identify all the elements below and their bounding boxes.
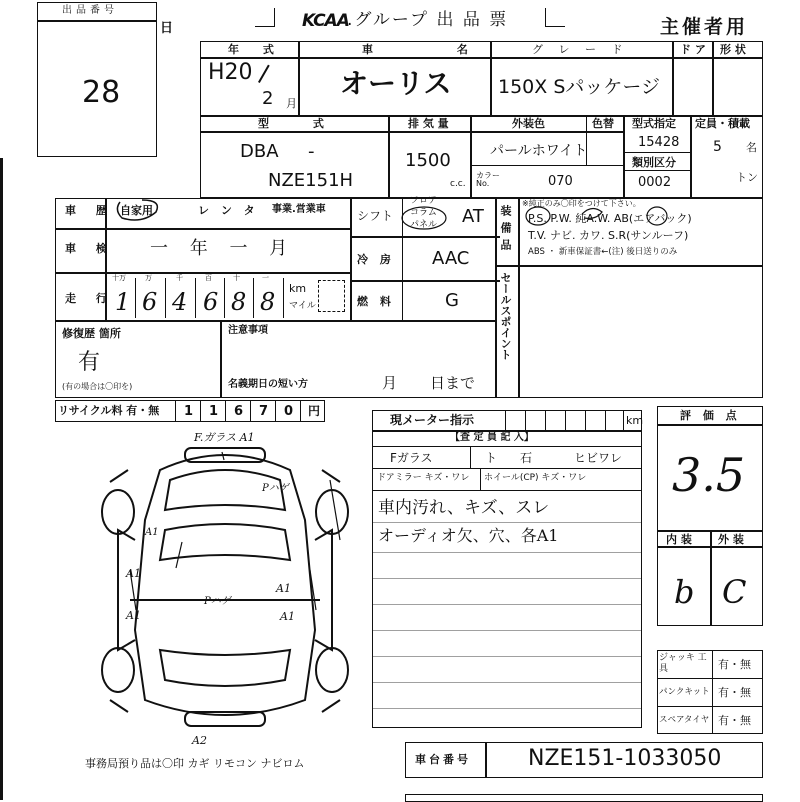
recycle-label: リサイクル料 有・無 [58,404,160,417]
color-label: 外装色 [512,117,545,130]
mileage-mile-label: マイル [289,301,316,311]
month-unit: 月 [286,97,297,110]
shift-option-floor: フロア [410,196,438,206]
puncture-label: パンクキット [659,687,710,697]
meter-label: 現メーター指示 [390,413,475,427]
glass-item-stone: 石 [520,451,533,465]
mileage-unit-4: 十 [233,274,240,282]
inspector-label: 【査 定 員 記 入】 [450,432,534,443]
private-label: 自家用 [120,204,153,217]
shift-option-panel: パネル [410,220,438,230]
selling-points-label: セールスポイント [499,272,512,360]
equipment-label: 装備品 [499,205,512,256]
recycle-digit-1: 1 [209,404,219,419]
shape-label: 形 状 [720,43,746,56]
notes-line-1: 車内汚れ、キズ、スレ [378,498,550,518]
repair-value: 有 [78,350,101,375]
repair-label: 修復歴 箇所 [62,327,121,340]
displacement-value: 1500 [405,150,451,171]
jack-value: 有・無 [718,658,751,671]
capacity-unit: 名 [746,141,757,154]
caution-label: 注意事項 [228,325,268,336]
mileage-unit-box [318,280,345,312]
page-edge-mark [0,158,3,800]
mileage-unit-5: 一 [262,274,269,282]
grade-score: 3.5 [672,448,746,502]
mark-paint-roof: Pハゲ [204,596,231,607]
brand-logo: KCAA [302,11,349,31]
mirror-label: ドアミラー キズ・ワレ [377,473,470,483]
mileage-digit-5: 8 [260,288,276,316]
equipment-line-3: ABS ・ 新車保証書←(注) 後日送りのみ [528,247,678,257]
grade-label: 評 価 点 [680,409,741,422]
spare-value: 有・無 [718,714,751,727]
inspection-value: 一 年 一 月 [150,238,296,259]
rental-label: レ ン タ [198,204,259,217]
color-value: パールホワイト [490,143,588,159]
business-label: 事業.営業車 [272,204,326,215]
ac-label: 冷 房 [357,253,395,266]
shift-option-column: コラム [410,208,437,218]
bottom-strip [405,794,763,802]
displacement-unit: c.c. [450,179,466,189]
mileage-digit-4: 8 [231,288,247,316]
fuel-value: G [445,290,459,311]
mileage-digit-3: 6 [203,288,219,316]
recycle-digit-0: 1 [184,404,194,419]
mark-front-glass: F.ガラス A1 [194,431,255,444]
puncture-value: 有・無 [718,686,751,699]
mileage-digit-2: 4 [172,288,188,316]
door-label: ド ア [680,43,706,56]
lot-number: 28 [82,75,121,110]
model-code: NZE151H [268,170,354,191]
ac-value: AAC [432,248,470,269]
glass-item-chip: ト [485,451,498,465]
capacity-value: 5 [713,139,722,155]
displacement-label: 排 気 量 [408,117,449,130]
mileage-unit-1: 万 [145,274,152,282]
fuel-label: 燃 料 [357,295,395,308]
diagram-footer: 事務局預り品は〇印 カギ リモコン ナビロム [85,757,305,770]
equipment-line-1: P.S. P.W. 純A.W. AB(エアバック) [528,212,692,225]
mileage-unit-3: 百 [205,274,212,282]
mark-left-rear: A1 [126,609,141,622]
equipment-note: ※純正のみ〇印をつけて下さい。 [522,199,641,208]
exterior-value: C [722,573,747,611]
equipment-circle-marks [522,200,702,234]
expiry-day: 日まで [430,374,476,392]
expiry-month: 月 [382,374,398,392]
type-designation-label: 型式指定 [632,117,676,130]
model-prefix: DBA [240,141,279,162]
class-value: 0002 [638,175,672,190]
model-dash: - [308,141,315,162]
expiry-label: 名義期日の短い方 [228,379,308,390]
car-name: オーリス [340,67,452,100]
shift-circle-mark [400,204,448,232]
shift-value: AT [462,206,484,227]
month-value: 2 [262,88,274,109]
copy-type: 主催者用 [660,16,749,38]
recycle-digit-4: 0 [284,404,294,419]
meter-unit: km [626,414,644,427]
recycle-unit: 円 [308,404,321,418]
color-change-label: 色替 [592,117,614,130]
mark-left-front: A1 [126,567,141,580]
class-label: 類別区分 [632,156,676,169]
mileage-unit-2: 千 [176,274,183,282]
lot-label: 出品番号 [62,5,118,16]
car-diagram [90,430,360,750]
chassis-label: 車台番号 [415,753,471,766]
notes-line-2: オーディオ欠、穴、各A1 [378,526,559,545]
exterior-label: 外 装 [718,533,744,546]
mark-rear-bumper: A2 [192,734,207,747]
shift-label: シフト [357,209,394,223]
mileage-digit-1: 6 [142,288,158,316]
glass-label: Fガラス [390,451,433,465]
load-unit: トン [736,171,758,184]
inspection-label: 車 検 [65,242,115,255]
jack-label: ジャッキ 工 具 [659,653,707,674]
grade-value: 150X Sパッケージ [498,76,661,98]
mark-right-rear: A1 [280,610,295,623]
grade-label: グ レ ー ド [532,43,629,56]
interior-label: 内 装 [666,533,692,546]
capacity-label: 定員・積載 [695,117,750,130]
mileage-label: 走 行 [65,292,115,305]
equipment-line-2: T.V. ナビ. カワ. S.R(サンルーフ) [528,229,689,242]
type-designation-value: 15428 [638,135,680,150]
glass-item-crack: ヒビワレ [574,451,623,465]
chassis-value: NZE151-1033050 [528,746,722,771]
interior-value: b [674,573,695,611]
mark-right-front: A1 [276,582,291,595]
lot-suffix: 日 [160,21,174,36]
color-no-value: 070 [548,174,573,189]
repair-note: (有の場合は〇印を) [62,382,133,391]
sheet-title: .グループ 出 品 票 [347,10,509,30]
recycle-digit-2: 6 [234,404,244,419]
year-value: H20 [208,60,253,85]
mileage-km-label: km [289,282,307,295]
year-label: 年 式 [228,43,284,56]
recycle-digit-3: 7 [259,404,269,419]
private-circle-mark [112,196,164,224]
model-label: 型 式 [258,117,344,130]
mileage-digit-0: 1 [115,288,131,316]
mark-top-left: A1 [145,527,159,538]
mileage-unit-0: 十万 [112,274,126,282]
name-label: 車 名 [362,43,508,56]
wheel-label: ホイール(CP) キズ・ワレ [484,473,587,483]
color-no-label: カラー No. [476,171,500,188]
history-label: 車 歴 [65,204,115,217]
spare-label: スペアタイヤ [659,715,710,725]
mark-paint-front: Pハゲ [262,483,289,494]
